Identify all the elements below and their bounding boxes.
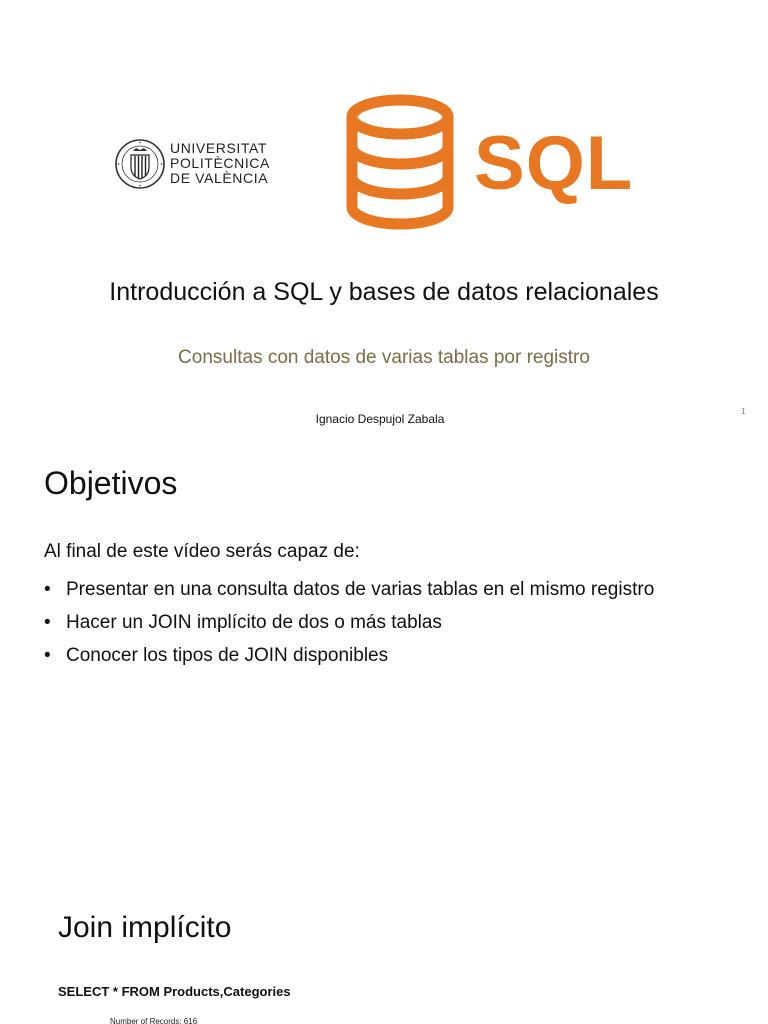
bullet-icon: • (44, 645, 51, 666)
university-name-line-1: UNIVERSITAT (170, 140, 268, 156)
record-count: Number of Records: 616 (110, 1017, 198, 1024)
objectives-heading: Objetivos (44, 465, 178, 501)
slide-number: 1 (741, 407, 746, 416)
objectives-intro: Al final de este vídeo serás capaz de: (44, 541, 360, 562)
join-slide (0, 875, 768, 1024)
university-name (170, 141, 270, 186)
university-name-line-3: DE VALÈNCIA (170, 170, 269, 186)
author-name: Ignacio Despujol Zabala (315, 412, 445, 426)
presentation-title: Introducción a SQL y bases de datos relacionales (109, 278, 659, 306)
list-item-text: Presentar en una consulta datos de varias tablas en el mismo registro (66, 579, 655, 600)
sql-query: SELECT * FROM Products,Categories (58, 984, 291, 999)
objectives-list (44, 573, 654, 672)
join-heading: Join implícito (58, 911, 232, 944)
objectives-slide (0, 445, 768, 875)
database-icon (342, 92, 458, 232)
university-name-line-2: POLITÈCNICA (170, 155, 270, 171)
title-slide (0, 0, 768, 445)
list-item-text: Conocer los tipos de JOIN disponibles (66, 645, 389, 666)
list-item (44, 639, 654, 672)
sql-wordmark: SQL (474, 121, 634, 206)
university-logo (114, 138, 269, 190)
presentation-subtitle: Consultas con datos de varias tablas por registro (178, 347, 590, 368)
list-item (44, 573, 654, 606)
bullet-icon: • (44, 612, 51, 633)
upv-seal-icon (114, 138, 166, 190)
list-item (44, 606, 654, 639)
list-item-text: Hacer un JOIN implícito de dos o más tablas (66, 612, 442, 633)
bullet-icon: • (44, 579, 51, 600)
